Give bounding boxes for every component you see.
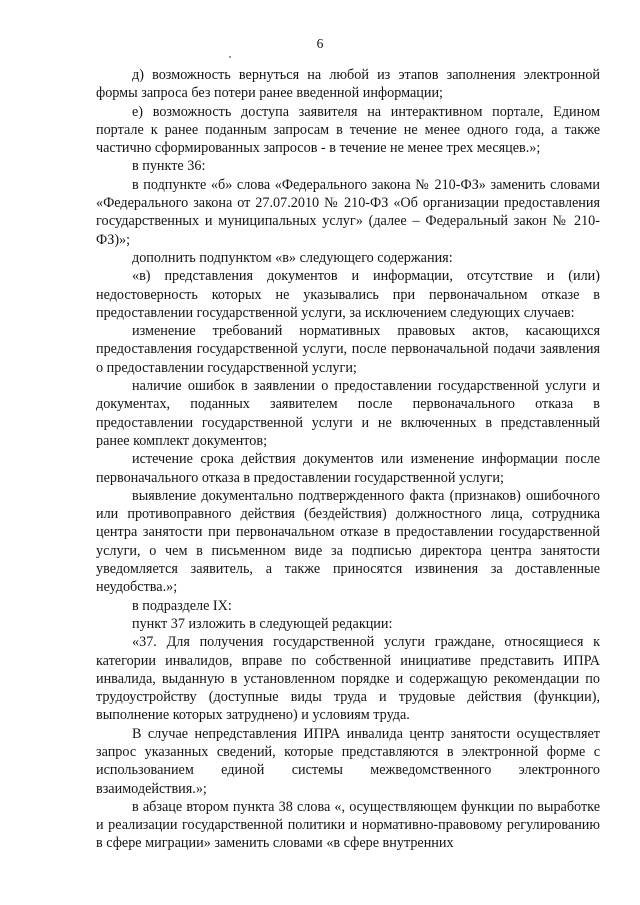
paragraph-point-38: в абзаце втором пункта 38 слова «, осуществляющем функции по выработке и реализации государственной политики и нормативно-правовому регулированию в сфере миграции» заменить словами «в сфере внутренних [96, 798, 600, 852]
paragraph-point-37-intro: пункт 37 изложить в следующей редакции: [132, 615, 393, 632]
paragraph-add-subpoint-v: дополнить подпунктом «в» следующего содержания: [132, 249, 453, 266]
paragraph-point-36: в пункте 36: [132, 158, 206, 175]
paragraph-documents-expiry: истечение срока действия документов или изменение информации после первоначального отказа в предоставлении государственной услуги; [96, 451, 600, 486]
paragraph-point-37-text: «37. Для получения государственной услуги граждане, относящиеся к категории инвалидов, вправе по собственной инициативе представить ИПРА инвалида, выданную в установленном порядке и содержащую рекомендации по трудоустройству (доступные виды труда и трудовые действия (функции), выполнение которых затруднено) и условиям труда. [96, 634, 600, 724]
scan-speck [229, 56, 231, 58]
paragraph-d-return-to-step: д) возможность вернуться на любой из этапов заполнения электронной формы запроса без потери ранее введенной информации; [96, 67, 600, 102]
paragraph-ipra-request: В случае непредставления ИПРА инвалида центр занятости осуществляет запрос указанных сведений, которые представляются в электронной форме с использованием единой системы межведомственного электронного взаимодействия.»; [96, 725, 600, 797]
paragraph-subpoint-v-text: «в) представления документов и информации, отсутствие и (или) недостоверность которых не указывались при первоначальном отказе в предоставлении государственной услуги, за исключением следующих случаев: [96, 268, 600, 321]
paragraph-subpoint-b-replace: в подпункте «б» слова «Федерального закона № 210-ФЗ» заменить словами «Федерального закона от 27.07.2010 № 210-ФЗ «Об организации предоставления государственных и муниципальных услуг» (далее – Федеральный закон № 210-ФЗ)»; [96, 176, 600, 248]
body-text [96, 66, 600, 853]
paragraph-e-portal-access: е) возможность доступа заявителя на интерактивном портале, Едином портале к ранее поданным запросам в течение не менее одного года, а также частично сформированных запросов - в течение не менее трех месяцев.»; [96, 103, 600, 157]
paragraph-unlawful-action: выявление документально подтвержденного факта (признаков) ошибочного или противоправного действия (бездействия) должностного лица, сотрудника центра занятости при первоначальном отказе в предоставлении государственной услуги, о чем в письменном виде за подписью директора центра занятости уведомляется заявитель, а также приносятся извинения за доставленные неудобства.»; [96, 487, 600, 596]
paragraph-subsection-ix: в подразделе IX: [132, 597, 232, 614]
paragraph-requirements-change: изменение требований нормативных правовых актов, касающихся предоставления государственной услуги, после первоначальной подачи заявления о предоставлении государственной услуги; [96, 323, 600, 376]
page-number: 6 [316, 36, 324, 51]
paragraph-errors-in-application: наличие ошибок в заявлении о предоставлении государственной услуги и документах, поданных заявителем после первоначального отказа в предоставлении государственной услуги и не включенных в представленный ранее комплект документов; [96, 378, 600, 449]
